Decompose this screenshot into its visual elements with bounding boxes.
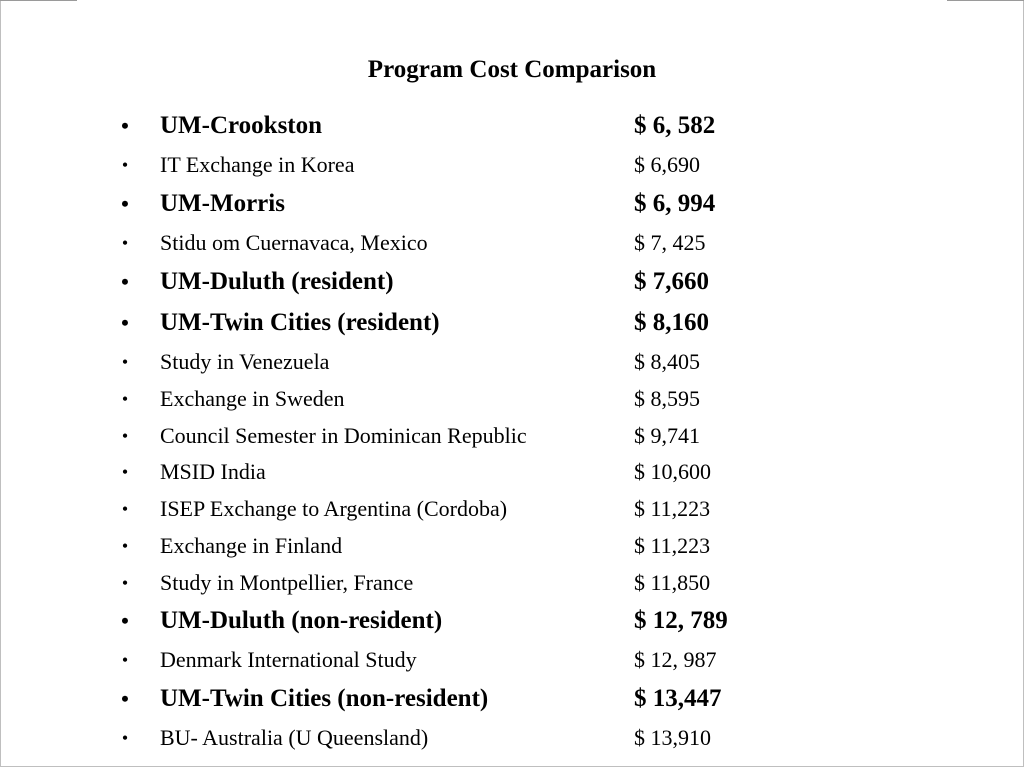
bullet-icon: • [121, 191, 129, 216]
program-name: IT Exchange in Korea [160, 152, 355, 177]
bullet-icon: • [121, 536, 129, 556]
bullet-icon: • [121, 462, 129, 482]
program-cost: $ 9,741 [634, 423, 700, 448]
bullet-icon: • [121, 728, 129, 748]
program-name: Study in Venezuela [160, 349, 330, 374]
program-name: Exchange in Sweden [160, 386, 345, 411]
program-cost: $ 13,910 [634, 725, 711, 750]
program-name: ISEP Exchange to Argentina (Cordoba) [160, 496, 508, 521]
program-cost: $ 8,595 [634, 386, 700, 411]
program-cost: $ 6,690 [634, 152, 700, 177]
program-cost: $ 8,160 [634, 309, 709, 336]
program-cost: $ 12, 987 [634, 647, 717, 672]
program-name: Stidu om Cuernavaca, Mexico [160, 230, 428, 255]
program-cost: $ 7,660 [634, 268, 709, 295]
program-cost: $ 7, 425 [634, 230, 706, 255]
bullet-icon: • [121, 686, 129, 711]
bullet-icon: • [121, 650, 129, 670]
program-name: Study in Montpellier, France [160, 570, 414, 595]
program-cost: $ 6, 994 [634, 190, 716, 217]
program-name: UM-Duluth (resident) [160, 268, 394, 295]
program-name: Denmark International Study [160, 647, 417, 672]
program-cost: $ 12, 789 [634, 607, 728, 634]
bullet-icon: • [121, 608, 129, 633]
program-name: UM-Duluth (non-resident) [160, 607, 443, 634]
program-cost: $ 11,850 [634, 570, 711, 595]
program-cost: $ 6, 582 [634, 112, 716, 139]
bullet-icon: • [121, 499, 129, 519]
program-cost: $ 10,600 [634, 459, 711, 484]
program-name: MSID India [160, 459, 266, 484]
program-cost: $ 11,223 [634, 533, 711, 558]
program-name: UM-Crookston [160, 112, 323, 139]
bullet-icon: • [121, 233, 129, 253]
program-name: Council Semester in Dominican Republic [160, 423, 527, 448]
program-name: UM-Twin Cities (non-resident) [160, 685, 489, 712]
program-name: BU- Australia (U Queensland) [160, 725, 429, 750]
program-name: UM-Twin Cities (resident) [160, 309, 440, 336]
bullet-icon: • [121, 426, 129, 446]
program-name: Exchange in Finland [160, 533, 343, 558]
bullet-icon: • [121, 389, 129, 409]
program-cost: $ 8,405 [634, 349, 700, 374]
program-cost: $ 13,447 [634, 685, 722, 712]
bullet-icon: • [121, 573, 129, 593]
bullet-icon: • [121, 352, 129, 372]
slide-title: Program Cost Comparison [367, 56, 657, 83]
program-cost: $ 11,223 [634, 496, 711, 521]
bullet-icon: • [121, 155, 129, 175]
bullet-icon: • [121, 113, 129, 138]
program-name: UM-Morris [160, 190, 285, 217]
bullet-icon: • [121, 269, 129, 294]
bullet-icon: • [121, 310, 129, 335]
